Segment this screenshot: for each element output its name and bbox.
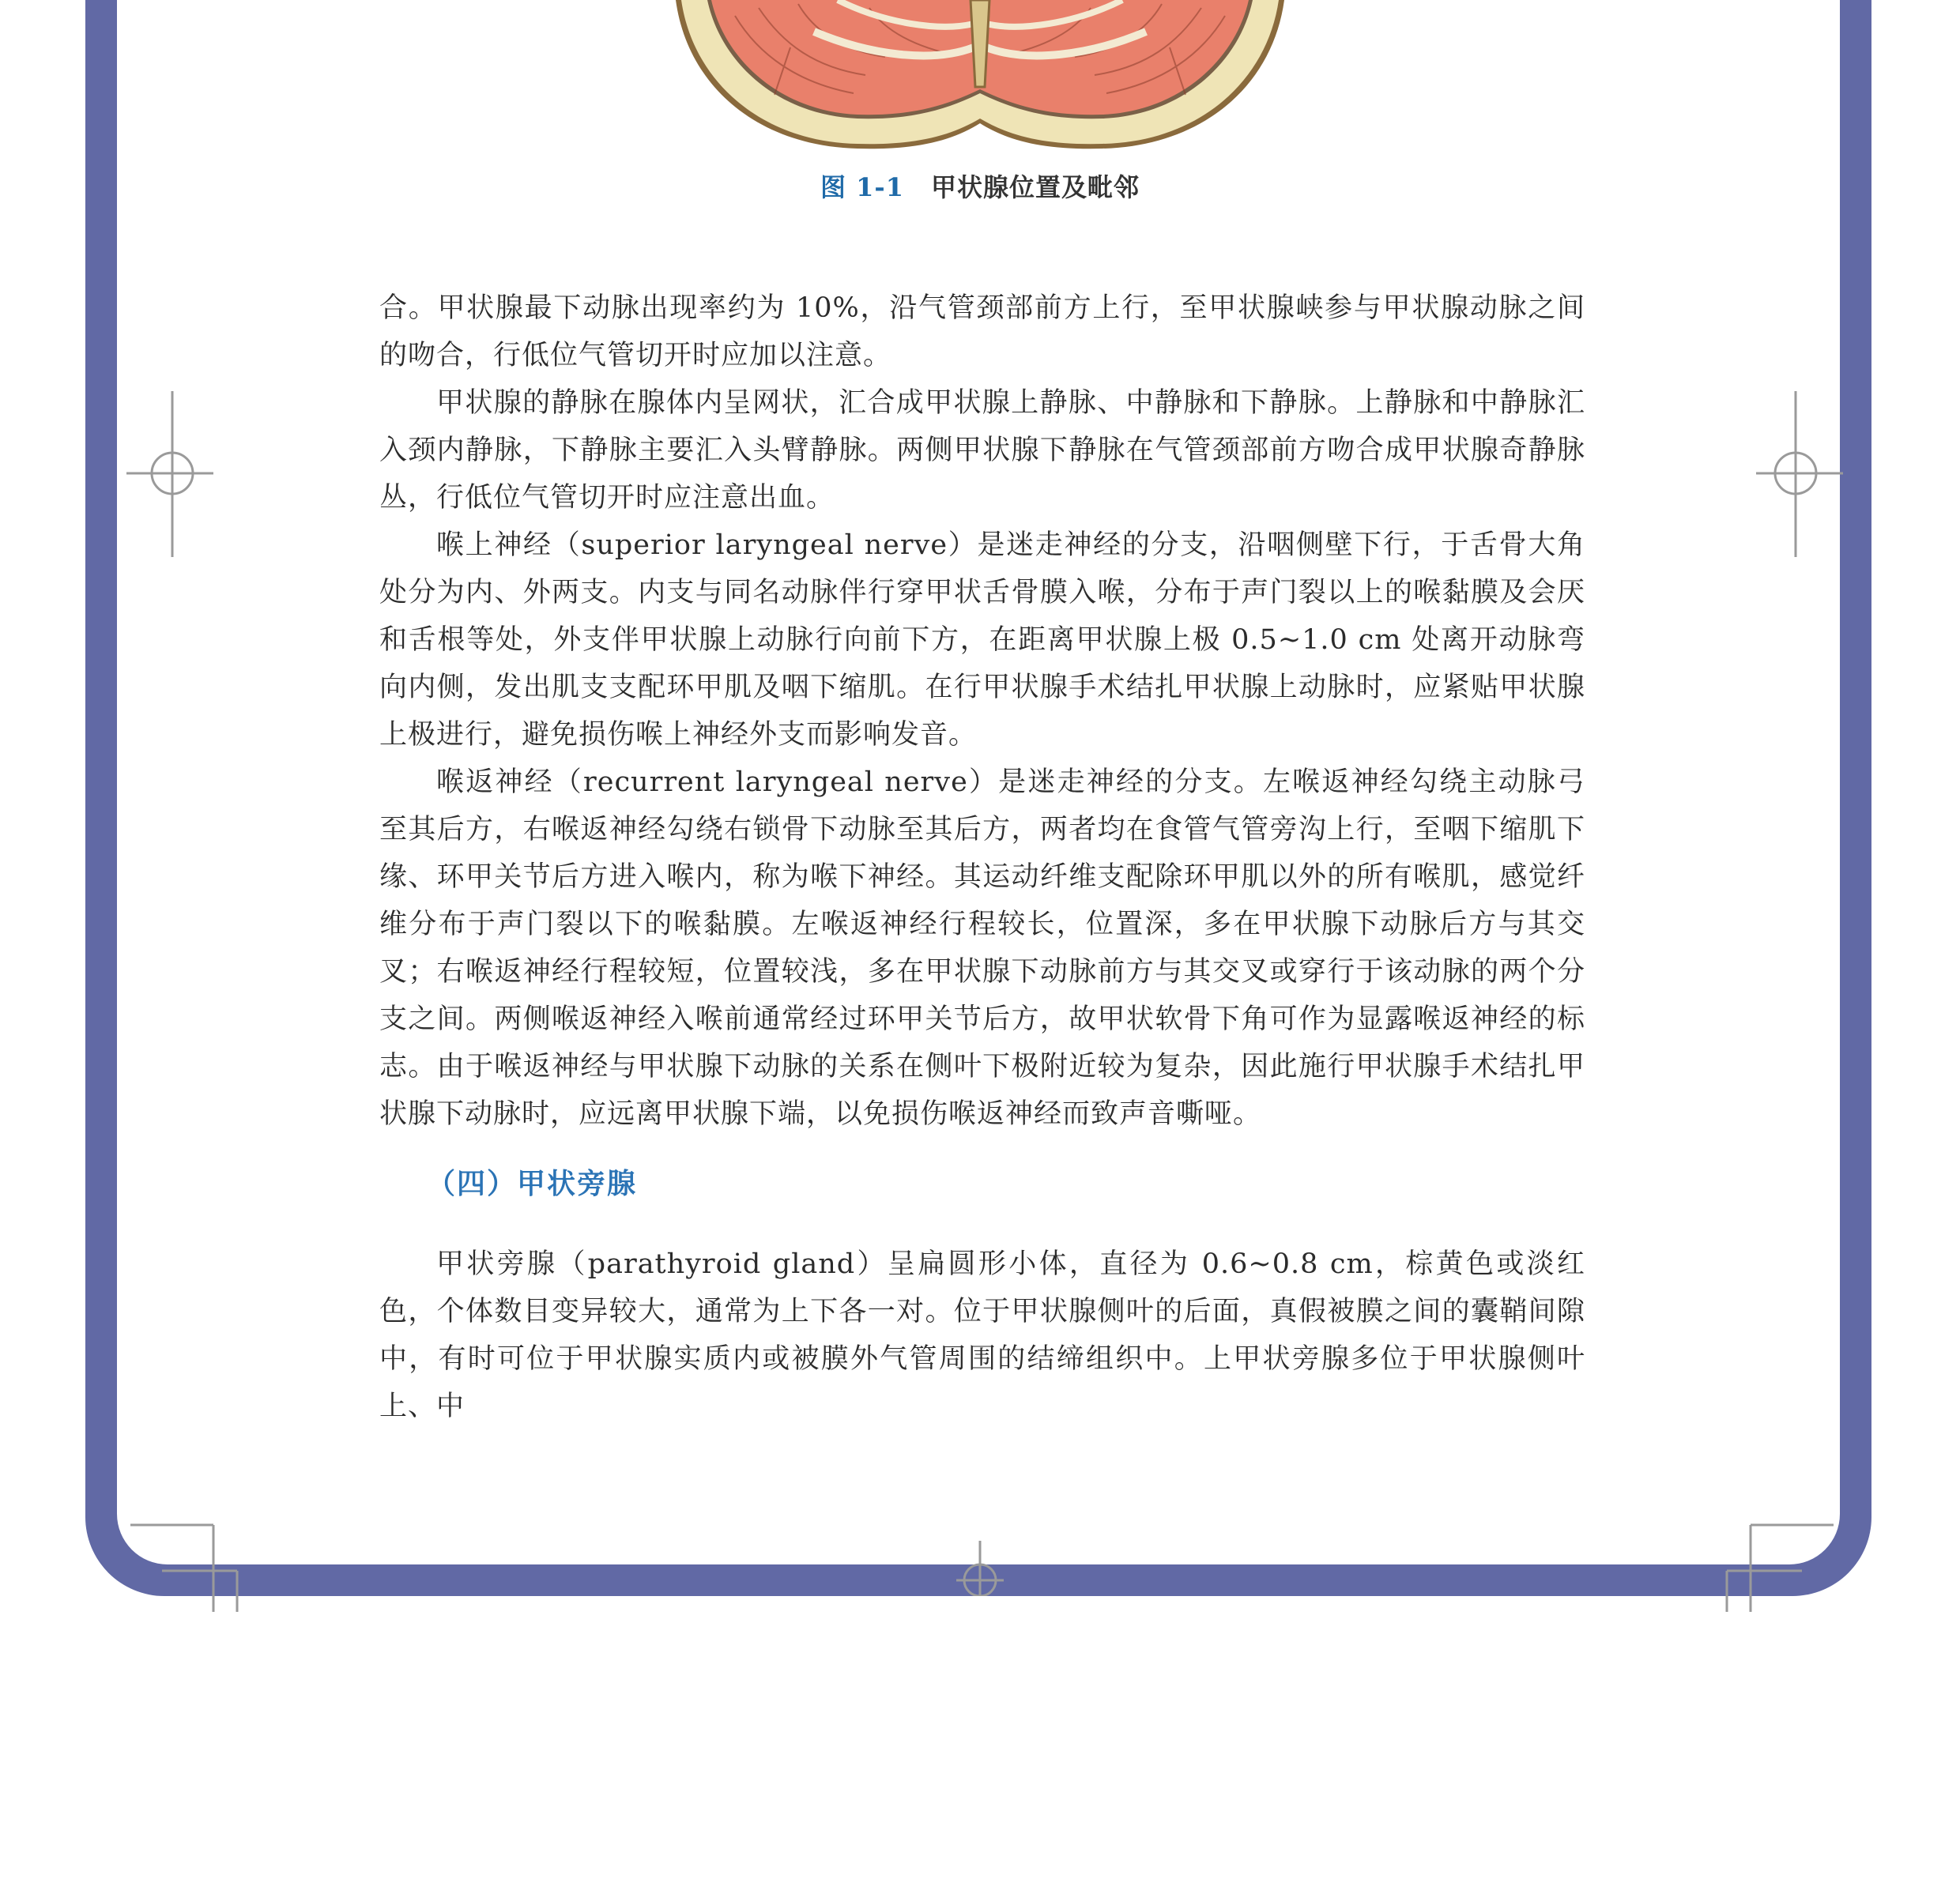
registration-mark-bottom xyxy=(956,1541,1004,1596)
anatomy-figure xyxy=(0,0,1960,158)
crop-mark-bottom-left xyxy=(130,1517,241,1612)
body-text-top xyxy=(379,284,1585,1138)
registration-mark-right xyxy=(1748,391,1843,557)
section-heading: （四）甲状旁腺 xyxy=(427,1168,638,1200)
paragraph-superior-laryngeal-nerve: 喉上神经（superior laryngeal nerve）是迷走神经的分支，沿咽侧壁下行，于舌骨大角处分为内、外两支。内支与同名动脉伴行穿甲状舌骨膜入喉，分布于声门裂以上的喉黏膜及会厌和舌根等处，外支伴甲状腺上动脉行向前下方，在距离甲状腺上极 0.5~1.0 cm 处离开动脉弯向内侧，发出肌支支配环甲肌及咽下缩肌。在行甲状腺手术结扎甲状腺上动脉时，应紧贴甲状腺上极进行，避免损伤喉上神经外支而影响发音。 xyxy=(379,529,1585,751)
paragraph-veins: 甲状腺的静脉在腺体内呈网状，汇合成甲状腺上静脉、中静脉和下静脉。上静脉和中静脉汇入颈内静脉，下静脉主要汇入头臂静脉。两侧甲状腺下静脉在气管颈部前方吻合成甲状腺奇静脉丛，行低位气管切开时应注意出血。 xyxy=(379,387,1585,514)
paragraph-arteries: 合。甲状腺最下动脉出现率约为 10%，沿气管颈部前方上行，至甲状腺峡参与甲状腺动脉之间的吻合，行低位气管切开时应加以注意。 xyxy=(379,292,1585,371)
figure-number: 图 1-1 xyxy=(820,172,904,202)
figure-caption xyxy=(0,168,1960,204)
body-text-bottom xyxy=(379,1241,1585,1430)
paragraph-recurrent-laryngeal-nerve: 喉返神经（recurrent laryngeal nerve）是迷走神经的分支。左喉返神经勾绕主动脉弓至其后方，右喉返神经勾绕右锁骨下动脉至其后方，两者均在食管气管旁沟上行，至咽下缩肌下缘、环甲关节后方进入喉内，称为喉下神经。其运动纤维支配除环甲肌以外的所有喉肌，感觉纤维分布于声门裂以下的喉黏膜。左喉返神经行程较长，位置深，多在甲状腺下动脉后方与其交叉；右喉返神经行程较短，位置较浅，多在甲状腺下动脉前方与其交叉或穿行于该动脉的两个分支之间。两侧喉返神经入喉前通常经过环甲关节后方，故甲状软骨下角可作为显露喉返神经的标志。由于喉返神经与甲状腺下动脉的关系在侧叶下极附近较为复杂，因此施行甲状腺手术结扎甲状腺下动脉时，应远离甲状腺下端，以免损伤喉返神经而致声音嘶哑。 xyxy=(379,766,1585,1130)
registration-mark-left xyxy=(126,391,221,557)
paragraph-parathyroid: 甲状旁腺（parathyroid gland）呈扁圆形小体，直径为 0.6~0.8 cm，棕黄色或淡红色，个体数目变异较大，通常为上下各一对。位于甲状腺侧叶的后面，真假被膜之间的囊鞘间隙中，有时可位于甲状腺实质内或被膜外气管周围的结缔组织中。上甲状旁腺多位于甲状腺侧叶上、中 xyxy=(379,1248,1585,1422)
crop-mark-bottom-right xyxy=(1723,1517,1834,1612)
figure-title: 甲状腺位置及毗邻 xyxy=(930,172,1140,202)
